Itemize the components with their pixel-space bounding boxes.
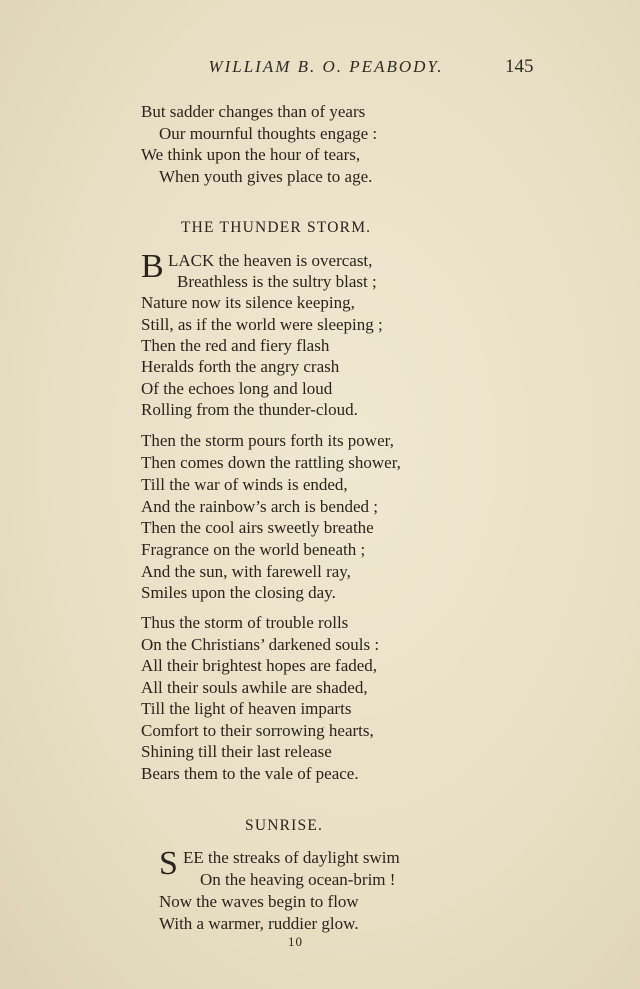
poem-line: On the Christians’ darkened souls : <box>141 635 380 654</box>
page-number: 145 <box>505 56 534 77</box>
poem-line: Till the light of heaven imparts <box>141 699 352 718</box>
poem-line: Bears them to the vale of peace. <box>141 764 359 783</box>
signature-mark: 10 <box>288 934 303 949</box>
poem-line: All their brightest hopes are faded, <box>141 656 378 675</box>
intro-line: We think upon the hour of tears, <box>141 145 361 164</box>
poem-line: Of the echoes long and loud <box>141 379 333 398</box>
running-title: WILLIAM B. O. PEABODY. <box>208 57 444 76</box>
drop-cap: S <box>159 845 178 882</box>
poem-line: Shining till their last release <box>141 742 332 761</box>
poem-title: SUNRISE. <box>245 817 324 834</box>
intro-line: But sadder changes than of years <box>141 102 366 121</box>
poem-line: Rolling from the thunder-cloud. <box>141 400 358 419</box>
poem-line: Till the war of winds is ended, <box>141 475 348 494</box>
poem-line: EE the streaks of daylight swim <box>183 848 400 867</box>
drop-cap: B <box>141 248 164 285</box>
poem-line: Comfort to their sorrowing hearts, <box>141 721 374 740</box>
poem-line: On the heaving ocean-brim ! <box>200 870 396 889</box>
poem-line: Then the red and fiery flash <box>141 336 330 355</box>
poem-line: Thus the storm of trouble rolls <box>141 613 349 632</box>
poem-line: Smiles upon the closing day. <box>141 583 336 602</box>
poem-line: All their souls awhile are shaded, <box>141 678 368 697</box>
poem-line: Breathless is the sultry blast ; <box>177 272 377 291</box>
poem-line: LACK the heaven is overcast, <box>168 251 373 270</box>
poem-title: THE THUNDER STORM. <box>181 219 372 236</box>
poem-line: Nature now its silence keeping, <box>141 293 355 312</box>
poem-line: Fragrance on the world beneath ; <box>141 540 366 559</box>
poem-line: Now the waves begin to flow <box>159 892 359 911</box>
intro-line: When youth gives place to age. <box>159 167 373 186</box>
poem-line: Then the storm pours forth its power, <box>141 431 394 450</box>
poem-line: And the rainbow’s arch is bended ; <box>141 497 378 516</box>
poem-line: Then comes down the rattling shower, <box>141 453 401 472</box>
poem-line: With a warmer, ruddier glow. <box>159 914 359 933</box>
poem-line: And the sun, with farewell ray, <box>141 562 351 581</box>
intro-line: Our mournful thoughts engage : <box>159 124 378 143</box>
poem-line: Heralds forth the angry crash <box>141 357 340 376</box>
poem-line: Still, as if the world were sleeping ; <box>141 315 383 334</box>
poem-line: Then the cool airs sweetly breathe <box>141 518 374 537</box>
